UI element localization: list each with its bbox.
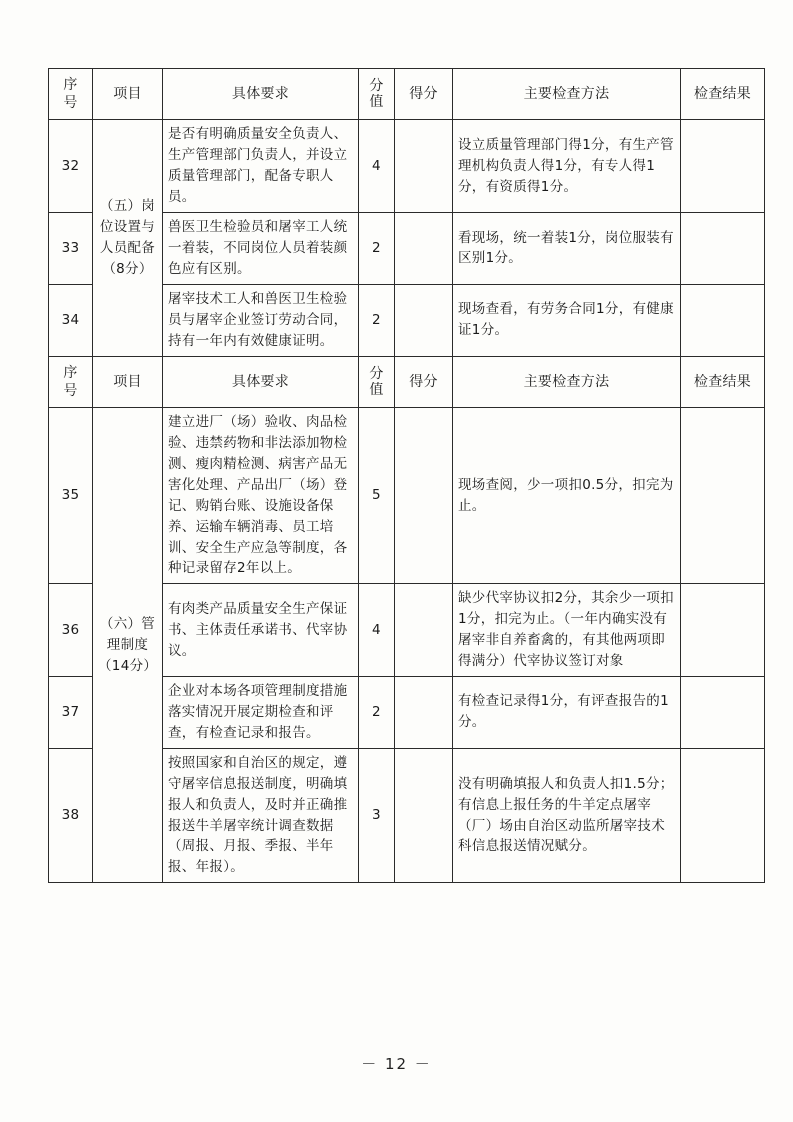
cell-group-label: （五）岗位设置与人员配备（8分） [93,120,163,356]
header-result: 检查结果 [681,69,765,120]
header-item: 项目 [93,356,163,407]
cell-result[interactable] [681,120,765,213]
cell-method: 没有明确填报人和负责人扣1.5分；有信息上报任务的牛羊定点屠宰（厂）场由自治区动监所屠宰技术科信息报送情况赋分。 [453,748,681,883]
cell-seq: 33 [49,213,93,285]
cell-result[interactable] [681,584,765,677]
cell-method: 有检查记录得1分，有评查报告的1分。 [453,677,681,749]
cell-result[interactable] [681,407,765,583]
cell-requirement: 是否有明确质量安全负责人、生产管理部门负责人，并设立质量管理部门，配备专职人员。 [163,120,359,213]
cell-obtained[interactable] [395,677,453,749]
cell-requirement: 建立进厂（场）验收、肉品检验、违禁药物和非法添加物检测、瘦肉精检测、病害产品无害化处理、产品出厂（场）登记、购销台账、设施设备保养、运输车辆消毒、员工培训、安全生产应急等制度，各种记录留存2年以上。 [163,407,359,583]
table-row [49,407,765,583]
cell-score: 4 [359,584,395,677]
page-number: － 12 － [361,1055,432,1073]
cell-requirement: 兽医卫生检验员和屠宰工人统一着装，不同岗位人员着装颜色应有区别。 [163,213,359,285]
cell-seq: 38 [49,748,93,883]
cell-obtained[interactable] [395,120,453,213]
cell-seq: 34 [49,284,93,356]
cell-obtained[interactable] [395,284,453,356]
cell-method: 看现场，统一着装1分，岗位服装有区别1分。 [453,213,681,285]
cell-result[interactable] [681,213,765,285]
cell-score: 5 [359,407,395,583]
table-header-row-2 [49,356,765,407]
header-obtained: 得分 [395,356,453,407]
header-method: 主要检查方法 [453,356,681,407]
cell-seq: 37 [49,677,93,749]
cell-seq: 36 [49,584,93,677]
cell-score: 4 [359,120,395,213]
table-row [49,120,765,213]
cell-requirement: 有肉类产品质量安全生产保证书、主体责任承诺书、代宰协议。 [163,584,359,677]
cell-score: 2 [359,284,395,356]
cell-requirement: 按照国家和自治区的规定，遵守屠宰信息报送制度，明确填报人和负责人，及时并正确推报送牛羊屠宰统计调查数据（周报、月报、季报、半年报、年报）。 [163,748,359,883]
header-requirement: 具体要求 [163,69,359,120]
cell-score: 3 [359,748,395,883]
cell-result[interactable] [681,284,765,356]
header-obtained: 得分 [395,69,453,120]
cell-group-label: （六）管理制度（14分） [93,407,163,882]
cell-requirement: 屠宰技术工人和兽医卫生检验员与屠宰企业签订劳动合同，持有一年内有效健康证明。 [163,284,359,356]
header-seq: 序 号 [49,356,93,407]
header-requirement: 具体要求 [163,356,359,407]
cell-method: 现场查阅，少一项扣0.5分，扣完为止。 [453,407,681,583]
cell-result[interactable] [681,748,765,883]
cell-method: 设立质量管理部门得1分，有生产管理机构负责人得1分，有专人得1分，有资质得1分。 [453,120,681,213]
cell-obtained[interactable] [395,407,453,583]
table-header-row-1 [49,69,765,120]
cell-score: 2 [359,213,395,285]
cell-method: 现场查看，有劳务合同1分，有健康证1分。 [453,284,681,356]
cell-requirement: 企业对本场各项管理制度措施落实情况开展定期检查和评查，有检查记录和报告。 [163,677,359,749]
cell-seq: 32 [49,120,93,213]
cell-obtained[interactable] [395,748,453,883]
cell-result[interactable] [681,677,765,749]
header-item: 项目 [93,69,163,120]
inspection-table-upper [48,68,765,883]
header-result: 检查结果 [681,356,765,407]
header-score: 分 值 [359,356,395,407]
header-method: 主要检查方法 [453,69,681,120]
cell-seq: 35 [49,407,93,583]
header-seq: 序 号 [49,69,93,120]
cell-obtained[interactable] [395,213,453,285]
cell-obtained[interactable] [395,584,453,677]
cell-score: 2 [359,677,395,749]
header-score: 分 值 [359,69,395,120]
cell-method: 缺少代宰协议扣2分，其余少一项扣1分，扣完为止。（一年内确实没有屠宰非自养畜禽的，有其他两项即得满分）代宰协议签订对象 [453,584,681,677]
